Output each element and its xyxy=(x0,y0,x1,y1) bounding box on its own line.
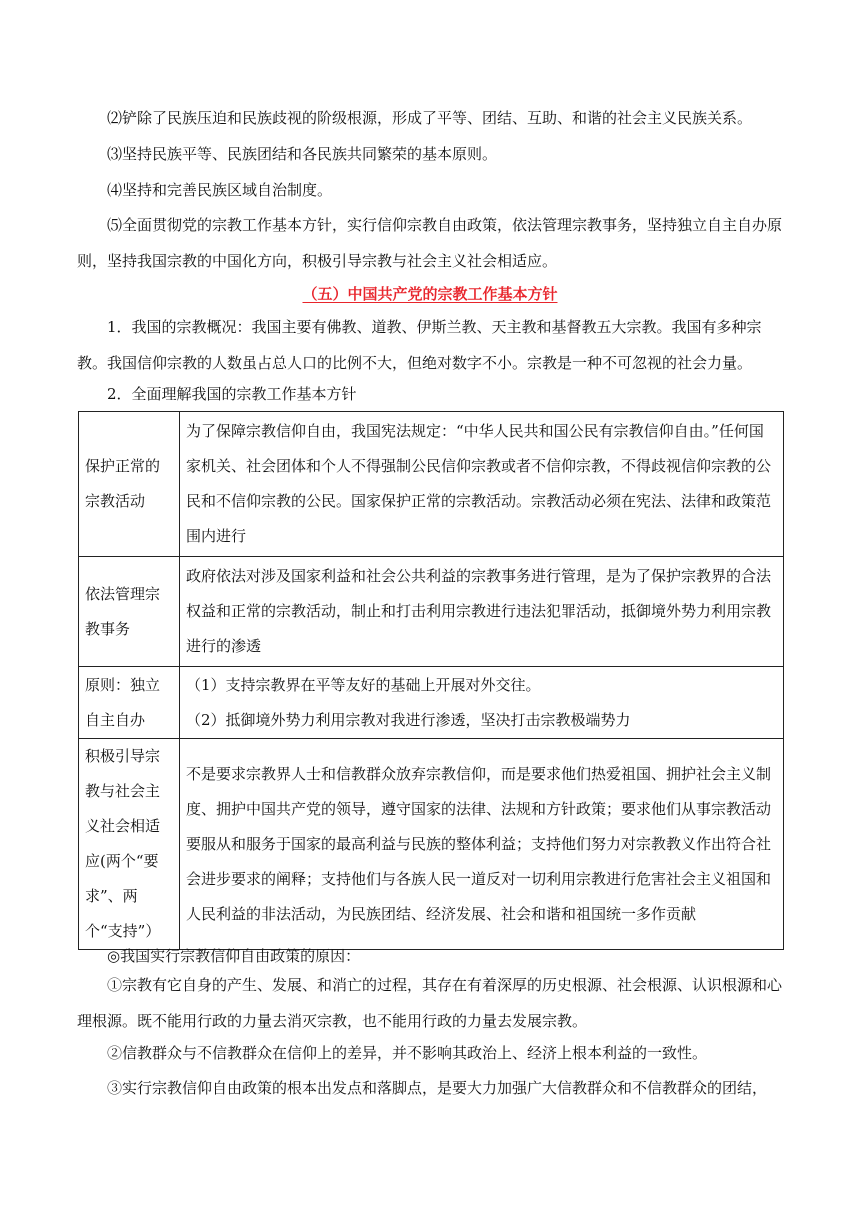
paragraph: ②信教群众与不信教群众在信仰上的差异，并不影响其政治上、经济上根本利益的一致性。 xyxy=(107,1044,708,1062)
paragraph: 1．我国的宗教概况：我国主要有佛教、道教、伊斯兰教、天主教和基督教五大宗教。我国有多种宗教。我国信仰宗教的人数虽占总人口的比例不大，但绝对数字不小。宗教是一种不可忽视的社会力量。 xyxy=(77,318,762,372)
table-row-content: 不是要求宗教界人士和信教群众放弃宗教信仰，而是要求他们热爱祖国、拥护社会主义制度、拥护中国共产党的领导，遵守国家的法律、法规和方针政策；要求他们从事宗教活动要服从和服务于国家的最高利益与民族的整体利益；支持他们努力对宗教教义作出符合社会进步要求的阐释；支持他们与各族人民一道反对一切利用宗教进行危害社会主义祖国和人民利益的非法活动，为民族团结、经济发展、社会和谐和祖国统一多作贡献 xyxy=(180,739,784,950)
list-item: （1）支持宗教界在平等友好的基础上开展对外交往。 xyxy=(186,675,541,694)
policy-table xyxy=(78,411,784,950)
table-row xyxy=(79,667,784,739)
table-row-heading: 积极引导宗教与社会主义社会相适应(两个“要求”、两个“支持”） xyxy=(79,739,180,950)
table-row xyxy=(79,557,784,667)
table-row-content: 为了保障宗教信仰自由，我国宪法规定：“中华人民共和国公民有宗教信仰自由。”任何国家机关、社会团体和个人不得强制公民信仰宗教或者不信仰宗教，不得歧视信仰宗教的公民和不信仰宗教的公民。国家保护正常的宗教活动。宗教活动必须在宪法、法律和政策范围内进行 xyxy=(180,412,784,557)
paragraph: ⑷坚持和完善民族区域自治制度。 xyxy=(107,181,333,199)
section-heading-text: （五）中国共产党的宗教工作基本方针 xyxy=(302,285,558,303)
table-row-content: 政府依法对涉及国家利益和社会公共利益的宗教事务进行管理，是为了保护宗教界的合法权益和正常的宗教活动，制止和打击利用宗教进行违法犯罪活动，抵御境外势力利用宗教进行的渗透 xyxy=(180,557,784,667)
paragraph: ③实行宗教信仰自由政策的根本出发点和落脚点，是要大力加强广大信教群众和不信教群众的团结， xyxy=(107,1079,768,1097)
paragraph: ⑵铲除了民族压迫和民族歧视的阶级根源，形成了平等、团结、互助、和谐的社会主义民族关系。 xyxy=(107,109,753,127)
table-row-heading: 保护正常的宗教活动 xyxy=(79,412,180,557)
paragraph: ◎我国实行宗教信仰自由政策的原因： xyxy=(107,947,361,965)
table-row-content xyxy=(180,667,784,739)
table-row xyxy=(79,739,784,950)
paragraph: 2．全面理解我国的宗教工作基本方针 xyxy=(107,385,357,403)
table-row-heading: 依法管理宗教事务 xyxy=(79,557,180,667)
section-heading xyxy=(0,279,860,309)
paragraph: ①宗教有它自身的产生、发展、和消亡的过程，其存在有着深厚的历史根源、社会根源、认识根源和心理根源。既不能用行政的力量去消灭宗教，也不能用行政的力量去发展宗教。 xyxy=(77,976,783,1030)
table-row xyxy=(79,412,784,557)
paragraph: ⑶坚持民族平等、民族团结和各民族共同繁荣的基本原则。 xyxy=(107,145,498,163)
paragraph: ⑸全面贯彻党的宗教工作基本方针，实行信仰宗教自由政策，依法管理宗教事务，坚持独立自主自办原则，坚持我国宗教的中国化方向，积极引导宗教与社会主义社会相适应。 xyxy=(77,216,783,270)
list-item: （2）抵御境外势力利用宗教对我进行渗透，坚决打击宗教极端势力 xyxy=(186,710,631,729)
table-row-heading: 原则：独立自主自办 xyxy=(79,667,180,739)
